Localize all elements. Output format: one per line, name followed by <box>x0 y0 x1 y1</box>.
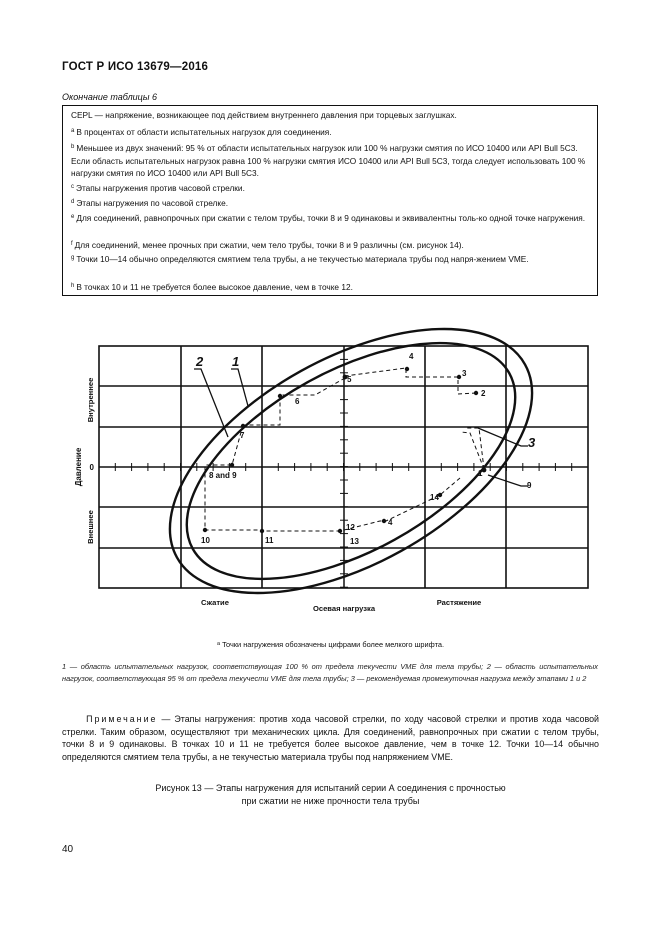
point-label-6: 6 <box>295 397 300 406</box>
note-text: Для соединений, менее прочных при сжатии, чем тело трубы, точки 8 и 9 различны (см. рисунок 14). <box>74 240 464 250</box>
path-lower <box>205 425 460 531</box>
curve-label-2: 2 <box>196 354 204 369</box>
figure-legend: 1 — область испытательных нагрузок, соответствующая 100 % от предела текучести VME для тела трубы; 2 — область испытательных нагрузок, соответствующая 95 % от предела текучести VME для тела трубы; 3 — рекомендуемая промежуточная нагрузка между этапами 1 и 2 <box>62 662 598 683</box>
point-label-12: 12 <box>346 523 355 532</box>
note-text: В точках 10 и 11 не требуется более высокое давление, чем в точке 12. <box>76 282 353 292</box>
loading-stages-figure <box>60 325 600 625</box>
note-mark: d <box>71 199 75 205</box>
load-point <box>474 391 478 395</box>
note-text: Этапы нагружения по часовой стрелке. <box>76 198 229 208</box>
curve-labels <box>195 354 536 450</box>
path-3 <box>466 428 484 469</box>
load-point <box>260 529 264 533</box>
note-mark: b <box>71 144 75 150</box>
x-left-label: Сжатие <box>201 598 229 607</box>
note-text: Для соединений, равнопрочных при сжатии с телом трубы, точки 8 и 9 одинаковы и эквивалентны толь-ко одной точке нагружения. <box>76 213 586 223</box>
note-mark: a <box>71 128 75 134</box>
point-label-1: 1 <box>478 469 483 478</box>
note-c <box>71 181 589 195</box>
page-number: 40 <box>62 844 74 855</box>
note-d <box>71 196 589 210</box>
point-label-10: 10 <box>201 536 210 545</box>
load-point <box>338 529 342 533</box>
load-point <box>230 463 234 467</box>
figure-title-line-2: при сжатии не ниже прочности тела трубы <box>241 795 420 806</box>
remark-lead: Примечание <box>86 714 158 724</box>
point-label-11: 11 <box>265 536 274 545</box>
point-label-8-9: 8 and 9 <box>209 471 237 480</box>
path-2-5 <box>345 368 476 394</box>
load-point <box>457 375 461 379</box>
y-upper-label: Внутреннее <box>86 377 95 423</box>
footnote-text: Точки нагружения обозначены цифрами более мелкого шрифта. <box>222 640 445 649</box>
curve-label-1: 1 <box>232 354 240 369</box>
path-5-7 <box>243 378 345 425</box>
note-b <box>71 141 589 180</box>
load-point <box>278 394 282 398</box>
leader-curve-1 <box>231 369 248 406</box>
y-zero-label: 0 <box>89 463 94 472</box>
point-label-2: 2 <box>481 389 486 398</box>
figure-footnote <box>0 640 661 649</box>
note-text: В процентах от области испытательных нагрузок для соединения. <box>76 127 332 137</box>
document-header: ГОСТ Р ИСО 13679—2016 <box>62 61 209 73</box>
note-mark: c <box>71 184 74 190</box>
note-text: CEPL — напряжение, возникающее под действием внутреннего давления при торцевых заглушках. <box>71 110 457 120</box>
x-axis-title: Осевая нагрузка <box>312 604 376 613</box>
note-mark: g <box>71 255 75 261</box>
load-point <box>241 424 245 428</box>
point-label-9: 9 <box>527 481 532 490</box>
note-h <box>71 280 589 294</box>
note-text: Меньшее из двух значений: 95 % от области испытательных нагрузок или 100 % нагрузки смятия по ИСО 10400 или API Bull 5C3. Если область испытательных нагрузок равна 100 % нагрузки смятия ИСО 10400 или API Bull 5C3, тогда следует использовать 100 % нагрузки смятия по ИСО 10400 или API Bull 5C3. <box>71 143 586 179</box>
point-label-13: 13 <box>350 537 359 546</box>
leader-point-9 <box>488 475 528 486</box>
note-mark: e <box>71 214 75 220</box>
curve-label-3: 3 <box>528 435 536 450</box>
note-mark: h <box>71 283 75 289</box>
envelope-curves <box>127 325 575 625</box>
y-axis-title: Давление <box>74 447 83 487</box>
point-label-4: 4 <box>409 352 414 361</box>
note-mark: f <box>71 241 73 247</box>
y-lower-label: Внешнее <box>86 510 95 544</box>
figure-title <box>0 782 661 807</box>
remark-text: — Этапы нагружения: против хода часовой стрелки, по ходу часовой стрелки и против хода часовой стрелки. Таким образом, осуществляют три механических цикла. Для соединений, равнопрочных при сжатии с телом трубы, точки 8 и 9 одинаковы. В точках 10 и 11 не требуется более высокое давление, чем в точке 12. Точки 10—14 обычно определяются смятием тела трубы, а не текучестью материала трубы под напряжением VME. <box>62 714 599 762</box>
point-label-7: 7 <box>240 431 245 440</box>
footnote-mark: a <box>216 641 220 647</box>
load-point <box>405 367 409 371</box>
table-notes-box <box>62 105 598 296</box>
figure-remark <box>62 713 599 763</box>
point-label-4b: 4 <box>388 518 393 527</box>
table-continuation-caption: Окончание таблицы 6 <box>62 92 157 102</box>
point-label-5: 5 <box>347 375 352 384</box>
point-label-3: 3 <box>462 369 467 378</box>
note-e <box>71 211 589 225</box>
note-f <box>71 238 589 252</box>
note-g <box>71 252 589 266</box>
x-right-label: Растяжение <box>436 598 482 607</box>
point-labels <box>201 352 532 546</box>
note-cepl <box>71 109 589 122</box>
note-text: Этапы нагружения против часовой стрелки. <box>76 183 245 193</box>
note-text: Точки 10—14 обычно определяются смятием тела трубы, а не текучестью материала трубы под напря-жением VME. <box>76 254 529 264</box>
note-a <box>71 125 589 139</box>
figure-title-line-1: Рисунок 13 — Этапы нагружения для испытаний серии А соединения с прочностью <box>155 783 506 793</box>
load-point <box>203 528 207 532</box>
load-point <box>382 519 386 523</box>
point-label-14: 14 <box>430 493 439 502</box>
